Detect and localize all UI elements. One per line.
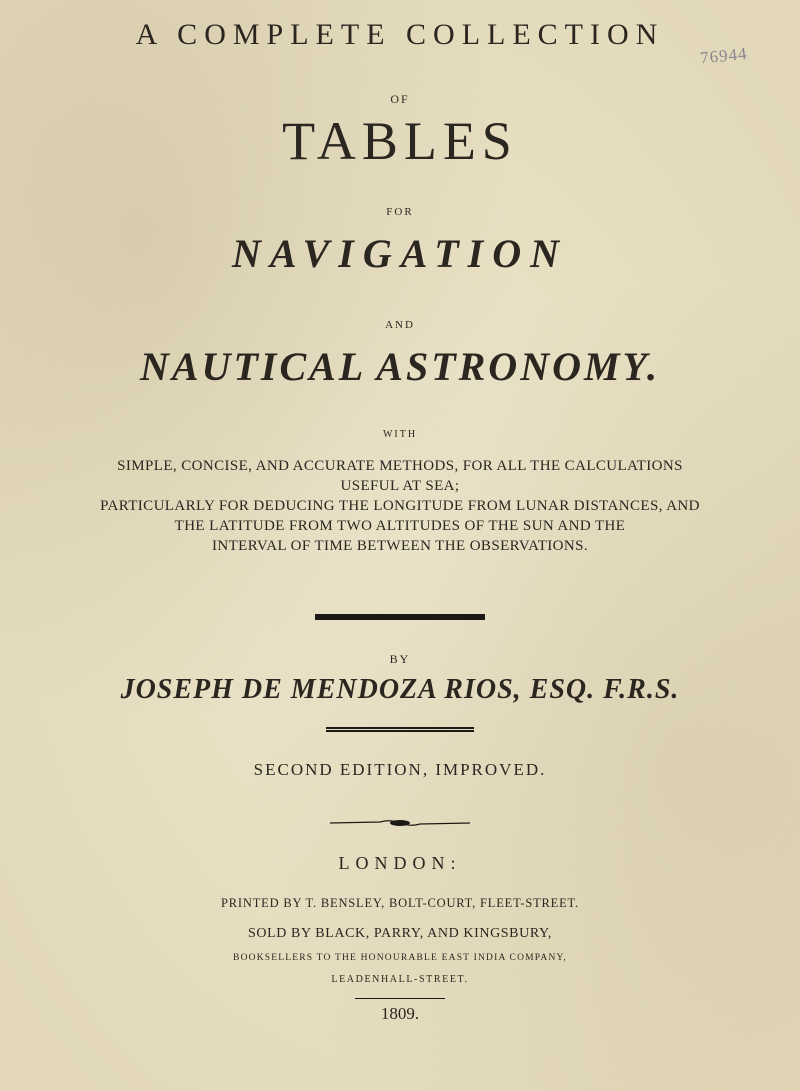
- with-label: WITH: [382, 429, 418, 440]
- description: [0, 456, 800, 556]
- title-tables: TABLES: [282, 111, 518, 171]
- double-rule-divider: [315, 614, 485, 617]
- imprint-sold-by: SOLD BY BLACK, PARRY, AND KINGSBURY,: [247, 926, 552, 941]
- ornament-divider-icon: [330, 818, 470, 828]
- catalog-mark: 76944: [699, 43, 749, 68]
- description-line: SIMPLE, CONCISE, AND ACCURATE METHODS, FOR ALL THE CALCULATIONS: [117, 458, 683, 474]
- title-of: OF: [390, 92, 410, 106]
- publication-year: 1809.: [380, 1004, 420, 1023]
- description-line: PARTICULARLY FOR DEDUCING THE LONGITUDE FROM LUNAR DISTANCES, AND: [100, 498, 700, 514]
- imprint-street: LEADENHALL-STREET.: [331, 974, 469, 985]
- by-label: BY: [389, 652, 411, 666]
- subject-nautical-astronomy: NAUTICAL ASTRONOMY.: [139, 344, 660, 389]
- title-line-collection: A COMPLETE COLLECTION: [135, 18, 665, 51]
- edition-statement: SECOND EDITION, IMPROVED.: [253, 760, 547, 779]
- title-and: AND: [385, 319, 415, 331]
- author-name: JOSEPH DE MENDOZA RIOS, ESQ. F.R.S.: [120, 674, 680, 705]
- title-for: FOR: [386, 206, 414, 218]
- description-line: THE LATITUDE FROM TWO ALTITUDES OF THE SUN AND THE: [174, 518, 626, 534]
- subject-navigation: NAVIGATION: [232, 231, 568, 276]
- imprint-city: LONDON:: [338, 853, 462, 873]
- description-line: INTERVAL OF TIME BETWEEN THE OBSERVATIONS.: [211, 538, 589, 554]
- rule-divider: [355, 998, 445, 999]
- description-line: USEFUL AT SEA;: [340, 478, 460, 494]
- imprint-booksellers: BOOKSELLERS TO THE HONOURABLE EAST INDIA COMPANY,: [233, 953, 567, 963]
- imprint-printer: PRINTED BY T. BENSLEY, BOLT-COURT, FLEET-STREET.: [221, 896, 579, 910]
- double-rule-divider: [326, 727, 474, 729]
